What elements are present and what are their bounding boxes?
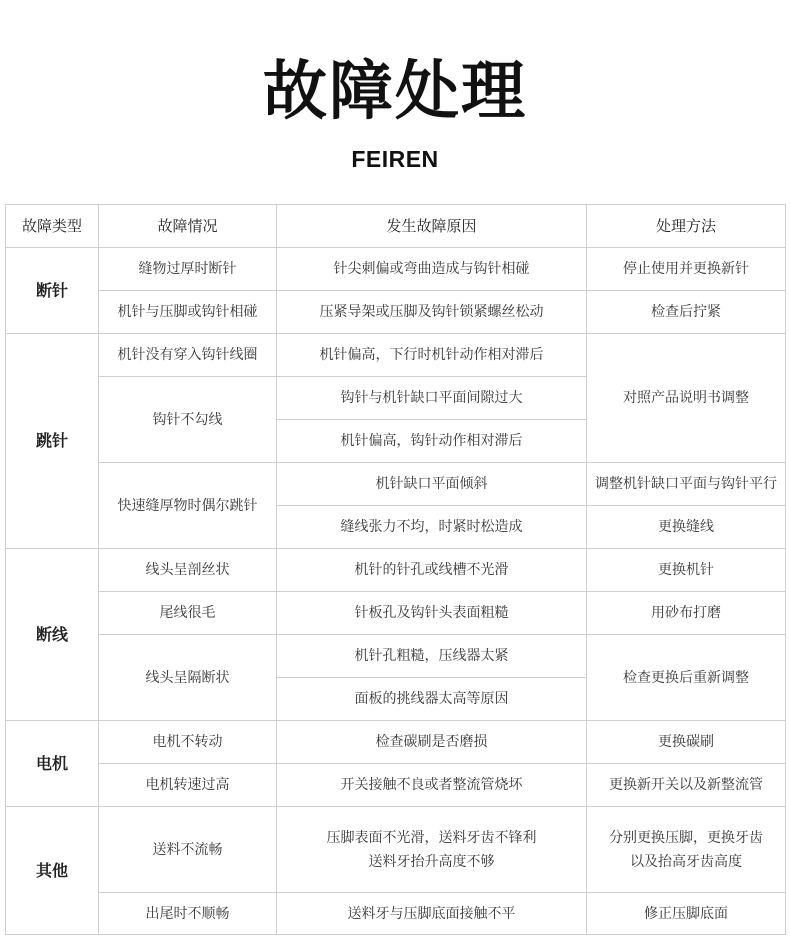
situation-cell: 线头呈剖丝状: [99, 549, 277, 592]
cause-line: 压脚表面不光滑，送料牙齿不锋利: [326, 829, 537, 846]
cause-cell: 钩针与机针缺口平面间隙过大: [277, 377, 587, 420]
cause-cell: 检查碳刷是否磨损: [277, 721, 587, 764]
remedy-cell: 修正压脚底面: [587, 893, 786, 935]
brand-name: FEIREN: [351, 146, 439, 172]
page-title: 故障处理: [263, 55, 527, 129]
table-row: [6, 592, 786, 635]
remedy-cell: 停止使用并更换新针: [587, 248, 786, 291]
remedy-cell: 调整机针缺口平面与钩针平行: [587, 463, 786, 506]
table-row: [6, 248, 786, 291]
cause-cell: 面板的挑线器太高等原因: [277, 678, 587, 721]
remedy-cell: 更换机针: [587, 549, 786, 592]
remedy-cell: 更换缝线: [587, 506, 786, 549]
cause-cell: 机针偏高，钩针动作相对滞后: [277, 420, 587, 463]
remedy-line: 分别更换压脚，更换牙齿: [609, 829, 763, 846]
cause-cell: 缝线张力不均，时紧时松造成: [277, 506, 587, 549]
cause-cell: 针板孔及钩针头表面粗糙: [277, 592, 587, 635]
fault-type-cell: 电机: [6, 721, 99, 807]
fault-type-cell: 跳针: [6, 334, 99, 549]
table-row: [6, 893, 786, 935]
cause-cell: 开关接触不良或者整流管烧坏: [277, 764, 587, 807]
table-row: [6, 807, 786, 893]
remedy-cell: [587, 807, 786, 893]
remedy-cell: 检查后拧紧: [587, 291, 786, 334]
situation-cell: 钩针不勾线: [99, 377, 277, 463]
cause-cell: 机针孔粗糙，压线器太紧: [277, 635, 587, 678]
situation-cell: 机针与压脚或钩针相碰: [99, 291, 277, 334]
situation-cell: 线头呈隔断状: [99, 635, 277, 721]
situation-cell: 机针没有穿入钩针线圈: [99, 334, 277, 377]
remedy-cell: 更换新开关以及新整流管: [587, 764, 786, 807]
header-fault-type: 故障类型: [6, 205, 99, 248]
situation-cell: 电机转速过高: [99, 764, 277, 807]
situation-cell: 出尾时不顺畅: [99, 893, 277, 935]
remedy-line: 以及抬高牙齿高度: [630, 853, 742, 870]
table-row: [6, 549, 786, 592]
fault-type-cell: 断针: [6, 248, 99, 334]
situation-cell: 快速缝厚物时偶尔跳针: [99, 463, 277, 549]
cause-cell: 机针缺口平面倾斜: [277, 463, 587, 506]
situation-cell: 电机不转动: [99, 721, 277, 764]
header-fault-cause: 发生故障原因: [277, 205, 587, 248]
cause-line: 送料牙抬升高度不够: [368, 853, 495, 870]
cause-cell: 压紧导架或压脚及钩针锁紧螺丝松动: [277, 291, 587, 334]
remedy-cell: 检查更换后重新调整: [587, 635, 786, 721]
situation-cell: 尾线很毛: [99, 592, 277, 635]
cause-cell: 送料牙与压脚底面接触不平: [277, 893, 587, 935]
fault-type-cell: 其他: [6, 807, 99, 935]
situation-cell: 缝物过厚时断针: [99, 248, 277, 291]
fault-type-cell: 断线: [6, 549, 99, 721]
table-row: [6, 291, 786, 334]
table-row: [6, 334, 786, 377]
header-fault-situation: 故障情况: [99, 205, 277, 248]
table-row: [6, 764, 786, 807]
cause-cell: [277, 807, 587, 893]
table-header-row: [6, 205, 786, 248]
remedy-cell: 用砂布打磨: [587, 592, 786, 635]
table-row: [6, 635, 786, 678]
situation-cell: 送料不流畅: [99, 807, 277, 893]
cause-cell: 机针的针孔或线槽不光滑: [277, 549, 587, 592]
table-row: [6, 463, 786, 506]
cause-cell: 针尖刺偏或弯曲造成与钩针相碰: [277, 248, 587, 291]
table-row: [6, 721, 786, 764]
fault-table: [5, 204, 786, 935]
header-remedy: 处理方法: [587, 205, 786, 248]
remedy-cell: 对照产品说明书调整: [587, 334, 786, 463]
cause-cell: 机针偏高，下行时机针动作相对滞后: [277, 334, 587, 377]
remedy-cell: 更换碳刷: [587, 721, 786, 764]
